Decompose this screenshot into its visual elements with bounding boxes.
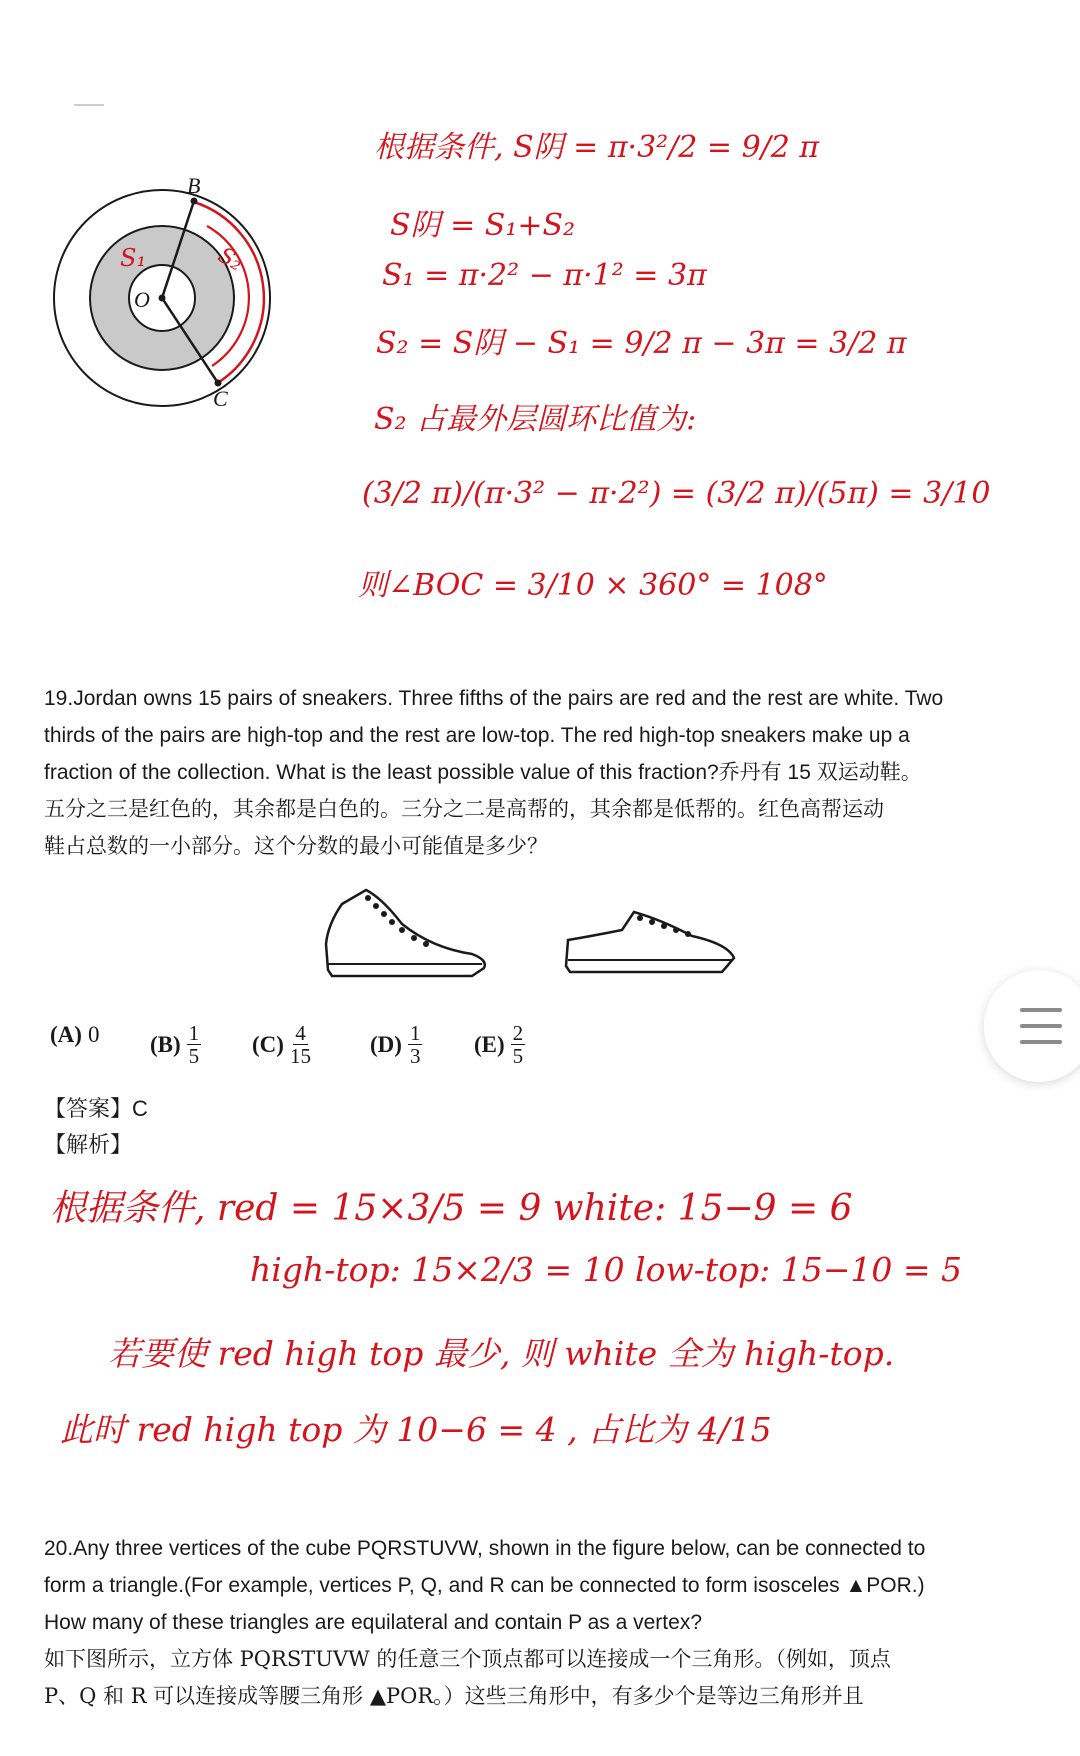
top-solution-line-7: 则∠BOC = 3/10 × 360° = 108° bbox=[358, 568, 828, 603]
top-solution-line-1: 根据条件, S阴 = π·3²/2 = 9/2 π bbox=[374, 130, 820, 165]
scan-mark bbox=[74, 104, 104, 106]
choice-b-fraction: $\frac{1}{5}$ bbox=[188, 1021, 200, 1068]
label-s1: S₁ bbox=[120, 244, 147, 272]
top-solution-line-2: S阴 = S₁+S₂ bbox=[390, 208, 576, 243]
menu-icon bbox=[1020, 1008, 1062, 1012]
label-s2: S₂ bbox=[213, 242, 247, 277]
top-solution-line-4: S₂ = S阴 − S₁ = 9/2 π − 3π = 3/2 π bbox=[376, 326, 907, 361]
q19-line-5: 鞋占总数的一小部分。这个分数的最小可能值是多少？ bbox=[44, 834, 548, 858]
q20-line-2: form a triangle.(For example, vertices P, Q, and R can be connected to form isosceles ▲POR.) bbox=[44, 1574, 925, 1597]
q19-solution-line-4: 此时 red high top 为 10−6 = 4 , 占比为 4/15 bbox=[60, 1410, 772, 1449]
top-solution-line-5: S₂ 占最外层圆环比值为: bbox=[374, 402, 697, 437]
q19-solution-line-2: high-top: 15×2/3 = 10 low-top: 15−10 = 5 bbox=[250, 1250, 962, 1289]
q19-line-3: fraction of the collection. What is the least possible value of this fraction?乔丹有 15 双运动鞋。 bbox=[44, 761, 922, 784]
q19-text bbox=[44, 680, 1034, 865]
q20-line-3: How many of these triangles are equilateral and contain P as a vertex? bbox=[44, 1611, 702, 1634]
choice-d[interactable]: (D) $\frac{1}{3}$ bbox=[370, 1021, 421, 1068]
point-b bbox=[191, 198, 198, 205]
q19-solution-line-1: 根据条件, red = 15×3/5 = 9 white: 15−9 = 6 bbox=[50, 1188, 853, 1229]
choice-c-fraction: $\frac{4}{15}$ bbox=[289, 1021, 311, 1068]
q19-line-2: thirds of the pairs are high-top and the rest are low-top. The red high-top sneakers make up a bbox=[44, 724, 910, 747]
point-o bbox=[159, 295, 166, 302]
q20-line-1: 20.Any three vertices of the cube PQRSTUVW, shown in the figure below, can be connected to bbox=[44, 1537, 926, 1560]
choice-c[interactable]: (C) $\frac{4}{15}$ bbox=[252, 1021, 311, 1068]
q19-line-4: 五分之三是红色的，其余都是白色的。三分之二是高帮的，其余都是低帮的。红色高帮运动 bbox=[44, 797, 884, 821]
q20-line-5: P、Q 和 R 可以连接成等腰三角形 ▲POR。）这些三角形中，有多少个是等边三角形并且 bbox=[44, 1684, 864, 1708]
floating-menu-button[interactable] bbox=[984, 970, 1080, 1082]
choice-e-fraction: $\frac{2}{5}$ bbox=[512, 1021, 524, 1068]
high-top-sneaker-illustration bbox=[322, 884, 492, 984]
top-solution-line-6: (3/2 π)/(π·3² − π·2²) = (3/2 π)/(5π) = 3/10 bbox=[362, 476, 991, 511]
annulus-figure bbox=[50, 170, 300, 420]
q19-solution-line-3: 若要使 red high top 最少, 则 white 全为 high-top. bbox=[108, 1334, 895, 1373]
q20-text bbox=[44, 1530, 1034, 1715]
label-b: B bbox=[187, 173, 201, 198]
answer-label: 【答案】C bbox=[44, 1096, 148, 1121]
q19-line-1: 19.Jordan owns 15 pairs of sneakers. Three fifths of the pairs are red and the rest are white. Two bbox=[44, 687, 944, 710]
choice-d-fraction: $\frac{1}{3}$ bbox=[409, 1021, 421, 1068]
choice-b[interactable]: (B) $\frac{1}{5}$ bbox=[150, 1021, 200, 1068]
low-top-sneaker-illustration bbox=[562, 900, 742, 980]
choice-e[interactable]: (E) $\frac{2}{5}$ bbox=[474, 1021, 524, 1068]
label-c: C bbox=[213, 386, 228, 411]
choice-a[interactable]: (A) 0 bbox=[50, 1022, 100, 1047]
analysis-label: 【解析】 bbox=[44, 1132, 133, 1157]
top-solution-line-3: S₁ = π·2² − π·1² = 3π bbox=[382, 258, 707, 293]
q20-line-4: 如下图所示，立方体 PQRSTUVW 的任意三个顶点都可以连接成一个三角形。（例如，顶点 bbox=[44, 1647, 891, 1671]
label-o: O bbox=[134, 287, 150, 312]
